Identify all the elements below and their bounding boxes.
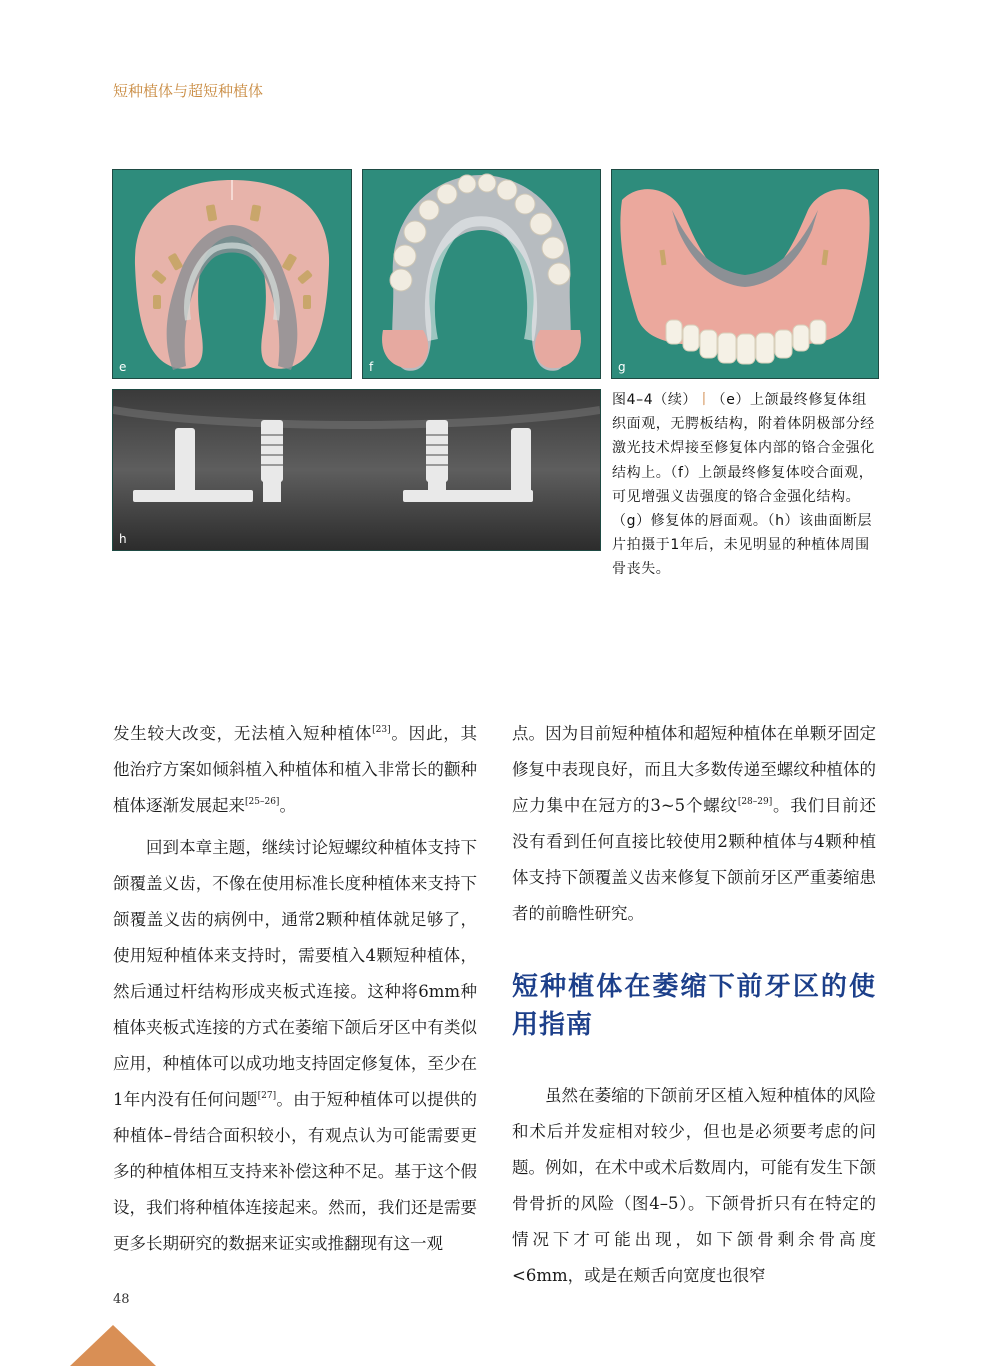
citation: [28–29] [737, 797, 773, 807]
figure-number: 图4–4（续） [612, 392, 698, 408]
caption-text: （e）上颌最终修复体组织面观，无腭板结构，附着体阴极部分经激光技术焊接至修复体内部的铬合金强化结构上。（f）上颌最终修复体咬合面观，可见增强义齿强度的铬合金强化结构。（g）修复体的唇面观。（h）该曲面断层片拍摄于1年后，未见明显的种植体周围骨丧失。 [612, 392, 875, 578]
denture-tissue-view-image [113, 170, 351, 378]
figure-panel-h [112, 389, 601, 551]
figure-panel-f [362, 169, 601, 379]
panel-label-f: f [369, 360, 374, 374]
running-header: 短种植体与超短种植体 [113, 82, 264, 100]
figure-panel-e [112, 169, 352, 379]
body-paragraph: 发生较大改变，无法植入短种植体[23]。因此，其他治疗方案如倾斜植入种植体和植入非常长的颧种植体逐渐发展起来[25–26]。 [113, 724, 478, 815]
denture-labial-view-image [612, 170, 878, 378]
citation: [27] [257, 1091, 277, 1101]
section-heading: 短种植体在萎缩下前牙区的使用指南 [512, 972, 876, 1040]
caption-separator: 丨 [697, 392, 712, 408]
panel-label-e: e [119, 360, 127, 374]
body-paragraph: 点。因为目前短种植体和超短种植体在单颗牙固定修复中表现良好，而且大多数传递至螺纹种植体的应力集中在冠方的3~5个螺纹[28–29]。我们目前还没有看到任何直接比较使用2颗种植体与4颗种植体支持下颌覆盖义齿来修复下颌前牙区严重萎缩患者的前瞻性研究。 [512, 724, 876, 923]
panoramic-radiograph-image [113, 390, 600, 550]
corner-tab-decoration [70, 1325, 156, 1366]
right-text-column [512, 716, 876, 1294]
denture-occlusal-view-image [363, 170, 600, 378]
panel-label-h: h [119, 532, 127, 546]
left-text-column [113, 716, 477, 1262]
figure-panel-g [611, 169, 879, 379]
page-number: 48 [113, 1292, 130, 1307]
citation: [25–26] [245, 797, 280, 807]
figure-caption [612, 388, 877, 582]
body-paragraph: 虽然在萎缩的下颌前牙区植入短种植体的风险和术后并发症相对较少，但也是必须要考虑的问题。例如，在术中或术后数周内，可能有发生下颌骨骨折的风险（图4–5）。下颌骨折只有在特定的情况下才可能出现，如下颌骨剩余骨高度<6mm，或是在颊舌向宽度也很窄 [512, 1086, 876, 1285]
panel-label-g: g [618, 360, 626, 374]
citation: [23] [372, 725, 391, 735]
body-paragraph: 回到本章主题，继续讨论短螺纹种植体支持下颌覆盖义齿，不像在使用标准长度种植体来支持下颌覆盖义齿的病例中，通常2颗种植体就足够了，使用短种植体来支持时，需要植入4颗短种植体，然后通过杆结构形成夹板式连接。这种将6mm种植体夹板式连接的方式在萎缩下颌后牙区中有类似应用，种植体可以成功地支持固定修复体，至少在1年内没有任何问题[27]。由于短种植体可以提供的种植体–骨结合面积较小，有观点认为可能需要更多的种植体相互支持来补偿这种不足。基于这个假设，我们将种植体连接起来。然而，我们还是需要更多长期研究的数据来证实或推翻现有这一观 [113, 838, 478, 1253]
